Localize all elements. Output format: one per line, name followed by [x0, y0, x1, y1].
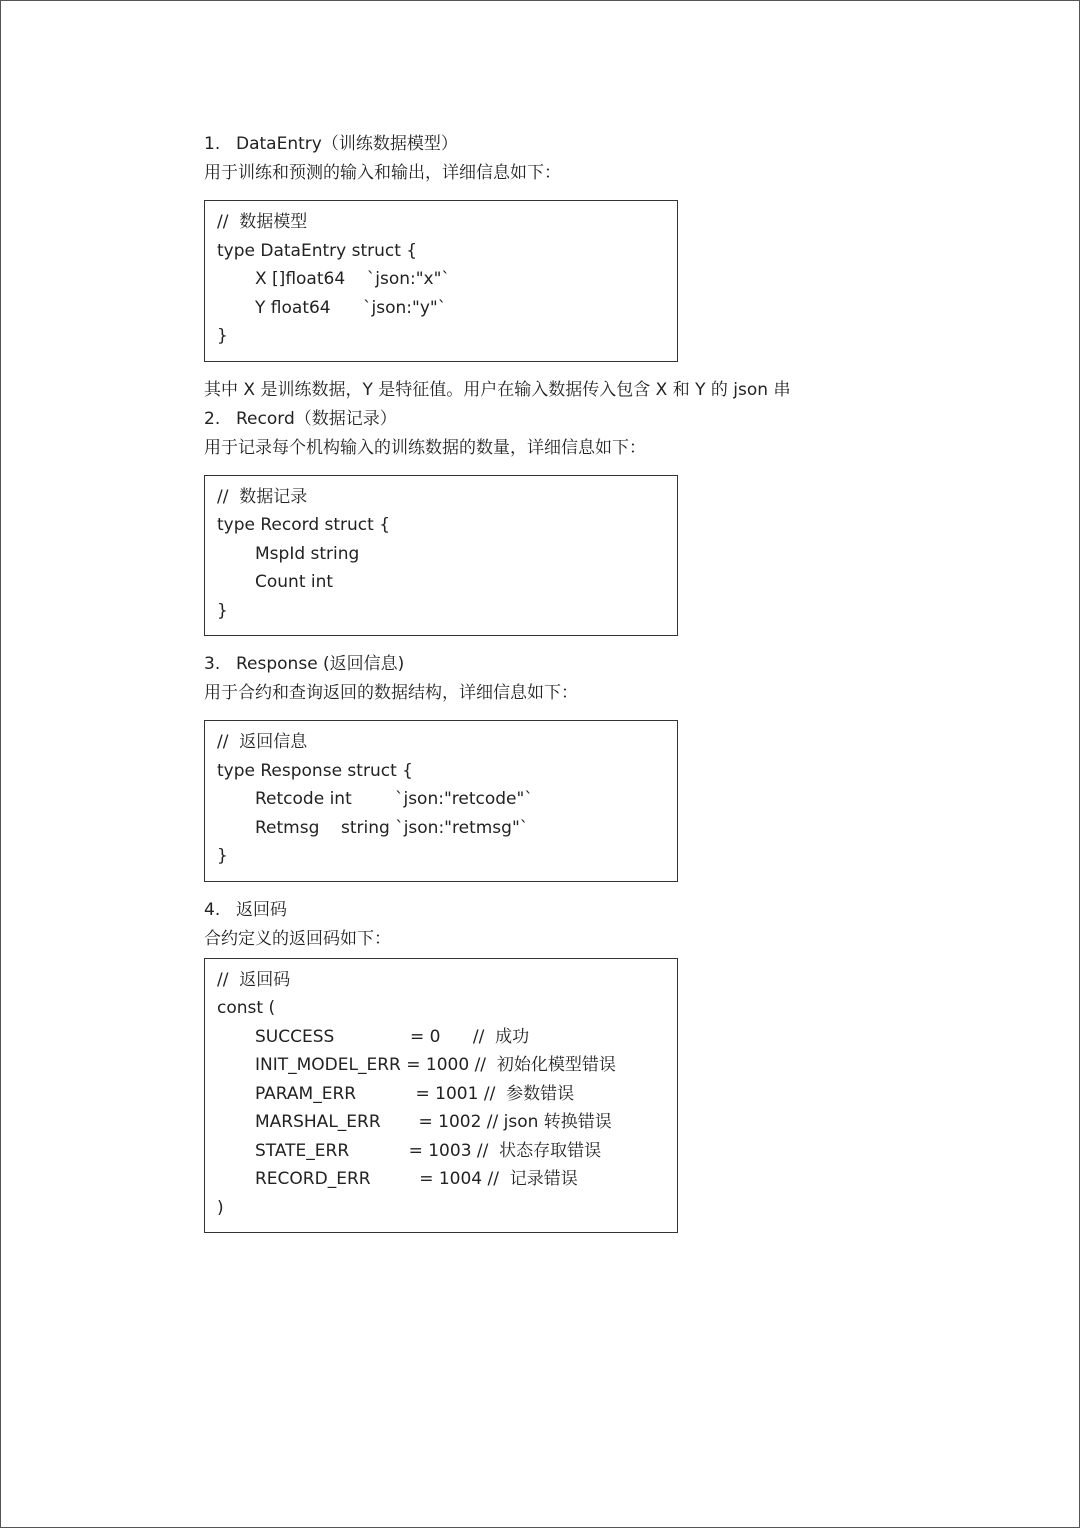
code-line: const (	[217, 998, 276, 1018]
section-intro: 用于记录每个机构输入的训练数据的数量，详细信息如下：	[204, 437, 646, 458]
section-title: Response (返回信息)	[236, 654, 405, 674]
code-comment: // 数据记录	[217, 486, 308, 507]
code-line: Retmsg string `json:"retmsg"`	[255, 817, 529, 838]
section-intro: 用于训练和预测的输入和输出，详细信息如下：	[204, 163, 561, 183]
section-number: 4.	[204, 899, 221, 920]
section-note: 其中 X 是训练数据，Y 是特征值。用户在输入数据传入包含 X 和 Y 的 json 串	[204, 379, 791, 400]
code-line: type Record struct {	[217, 515, 391, 535]
section-heading-return-codes	[204, 896, 904, 925]
code-line: MARSHAL_ERR = 1002 // json 转换错误	[255, 1112, 612, 1132]
section-number: 1.	[204, 134, 221, 154]
code-block-dataentry	[204, 200, 678, 362]
code-block-response	[204, 720, 678, 882]
section-title: DataEntry（训练数据模型）	[236, 134, 458, 154]
code-line: X []float64 `json:"x"`	[255, 269, 450, 289]
code-line: PARAM_ERR = 1001 // 参数错误	[255, 1083, 575, 1104]
section-intro: 用于合约和查询返回的数据结构，详细信息如下：	[204, 683, 578, 703]
section-intro: 合约定义的返回码如下：	[204, 928, 391, 949]
code-line: type DataEntry struct {	[217, 240, 418, 261]
code-line: Y float64 `json:"y"`	[255, 297, 447, 318]
code-line: Retcode int `json:"retcode"`	[255, 789, 533, 809]
code-line: INIT_MODEL_ERR = 1000 // 初始化模型错误	[255, 1055, 616, 1075]
section-heading-record	[204, 405, 904, 434]
section-heading-response	[204, 650, 904, 679]
code-line: }	[217, 600, 228, 621]
section-title: 返回码	[236, 899, 287, 920]
code-comment: // 返回信息	[217, 732, 308, 752]
code-line: }	[217, 846, 228, 866]
section-heading-dataentry	[204, 130, 904, 159]
code-comment: // 数据模型	[217, 212, 308, 232]
section-number: 2.	[204, 408, 221, 429]
code-line: )	[217, 1197, 224, 1218]
document-body	[204, 130, 904, 1247]
code-line: RECORD_ERR = 1004 // 记录错误	[255, 1169, 578, 1189]
code-line: SUCCESS = 0 // 成功	[255, 1026, 530, 1047]
code-block-record	[204, 475, 678, 637]
code-line: Count int	[255, 572, 334, 592]
code-line: MspId string	[255, 543, 360, 564]
code-line: STATE_ERR = 1003 // 状态存取错误	[255, 1140, 602, 1161]
code-line: }	[217, 326, 228, 346]
code-line: type Response struct {	[217, 760, 413, 781]
code-block-return-codes	[204, 958, 678, 1234]
section-number: 3.	[204, 654, 221, 674]
section-title: Record（数据记录）	[236, 408, 397, 429]
code-comment: // 返回码	[217, 969, 291, 990]
